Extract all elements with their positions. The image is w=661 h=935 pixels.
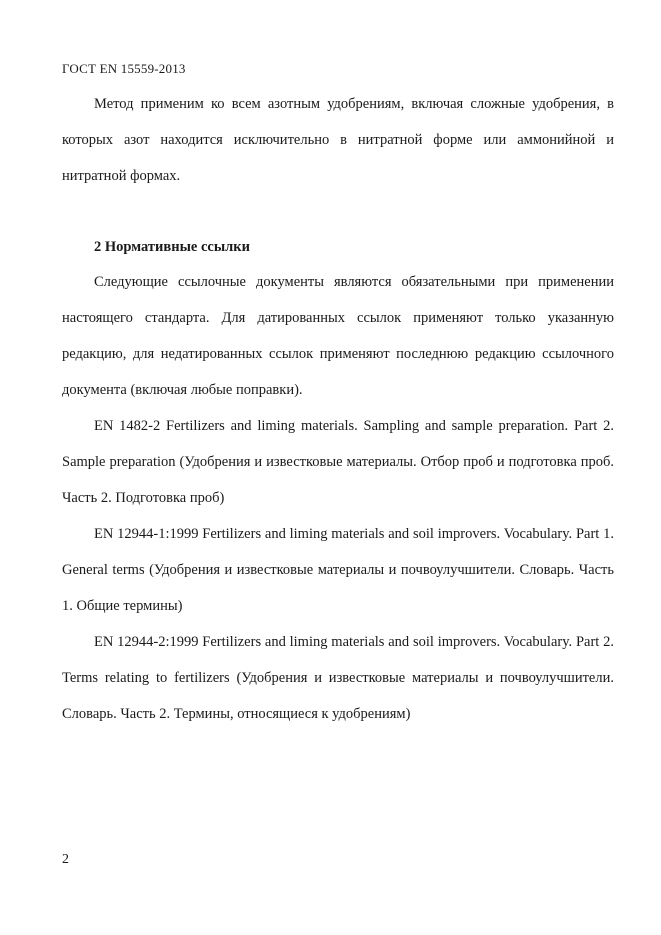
normative-references-block	[62, 264, 614, 732]
scope-paragraph: Метод применим ко всем азотным удобрениям, включая сложные удобрения, в которых азот находится исключительно в нитратной форме или аммонийной и нитратной формах.	[62, 96, 614, 184]
reference-item: EN 12944-1:1999 Fertilizers and liming materials and soil improvers. Vocabulary. Part 1. General terms (Удобрения и известковые материалы и почвоулучшители. Словарь. Часть 1. Общие термины)	[62, 526, 614, 614]
reference-item: EN 1482-2 Fertilizers and liming materials. Sampling and sample preparation. Part 2. Sample preparation (Удобрения и известковые материалы. Отбор проб и подготовка проб. Часть 2. Подготовка проб)	[62, 418, 614, 506]
scope-text-block	[62, 86, 614, 194]
section-heading: 2 Нормативные ссылки	[94, 239, 250, 255]
references-intro-paragraph: Следующие ссылочные документы являются обязательными при применении настоящего стандарта. Для датированных ссылок применяют только указанную редакцию, для недатированных ссылок применяют последнюю редакцию ссылочного документа (включая любые поправки).	[62, 274, 614, 398]
reference-item: EN 12944-2:1999 Fertilizers and liming materials and soil improvers. Vocabulary. Part 2. Terms relating to fertilizers (Удобрения и известковые материалы и почвоулучшители. Словарь. Часть 2. Термины, относящиеся к удобрениям)	[62, 634, 614, 722]
page-number: 2	[62, 852, 69, 867]
standard-code-header: ГОСТ EN 15559-2013	[62, 61, 186, 76]
